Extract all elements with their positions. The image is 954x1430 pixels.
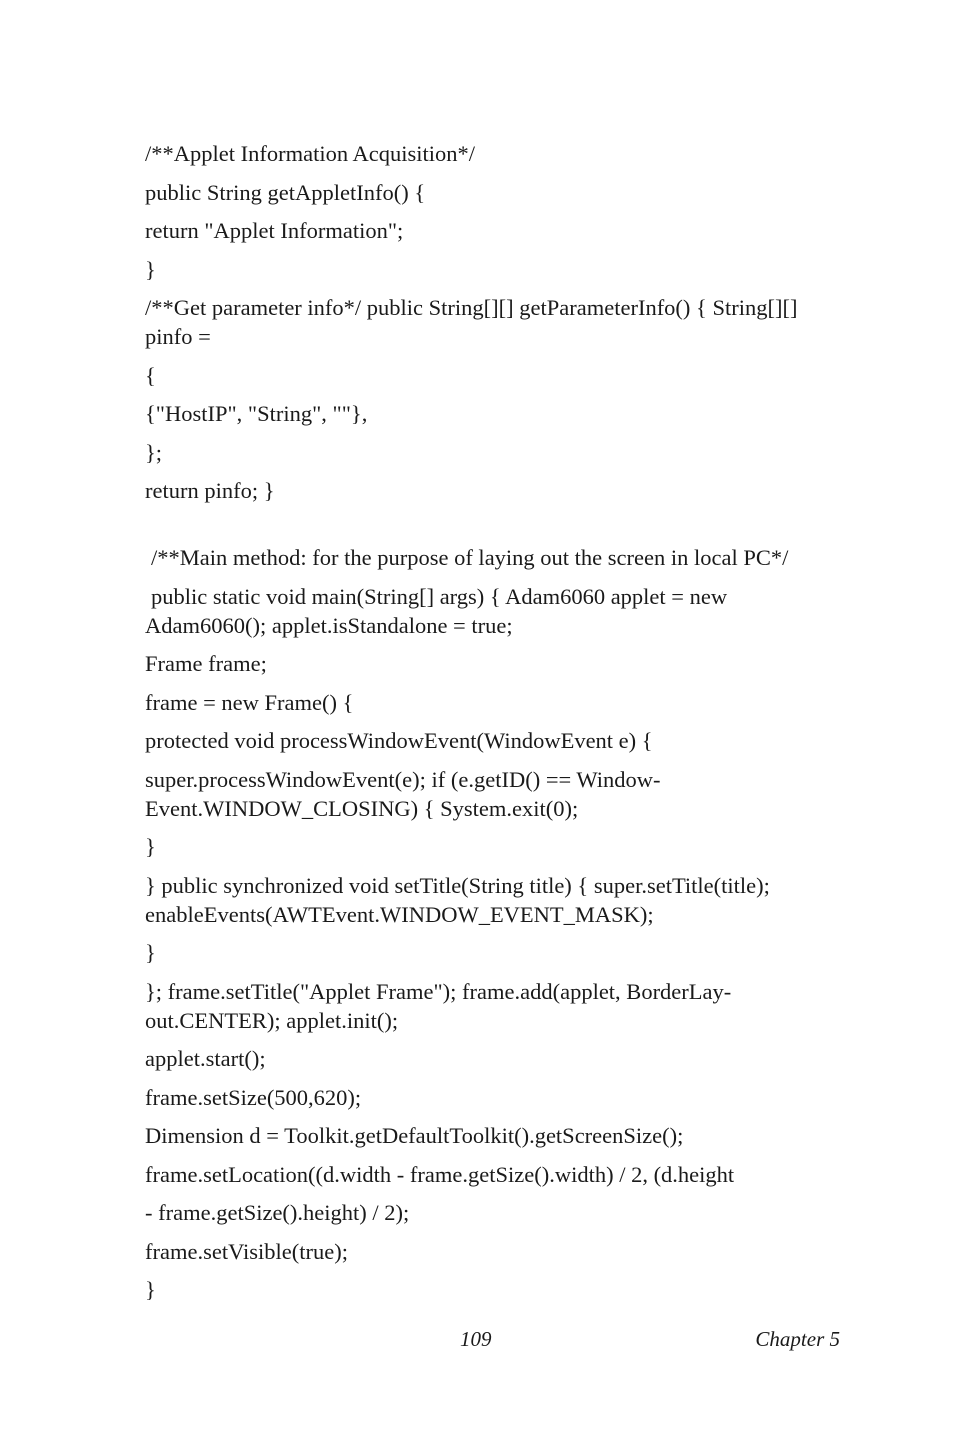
code-line: }: [145, 940, 156, 965]
code-line: /**Get parameter info*/ public String[][] getParameterInfo() { String[][] pinfo =: [145, 295, 804, 349]
code-line: - frame.getSize().height) / 2);: [145, 1200, 410, 1225]
code-line: super.processWindowEvent(e); if (e.getID() == Window-Event.WINDOW_CLOSING) { System.exit(0);: [145, 766, 661, 821]
code-line: frame.setLocation((d.width - frame.getSize().width) / 2, (d.height: [145, 1161, 735, 1187]
code-line: frame.setSize(500,620);: [145, 1084, 362, 1110]
code-line: frame = new Frame() {: [145, 689, 354, 715]
code-line: Frame frame;: [145, 651, 267, 676]
chapter-label: Chapter 5: [755, 1327, 840, 1351]
code-line: }: [145, 834, 156, 859]
code-line: /**Applet Information Acquisition*/: [145, 141, 475, 166]
code-line: {: [145, 362, 156, 388]
code-line: /**Main method: for the purpose of laying out the screen in local PC*/: [151, 545, 789, 570]
code-line: }: [145, 1277, 156, 1302]
code-line: };: [145, 439, 163, 465]
code-line: applet.start();: [145, 1046, 266, 1071]
code-line: {"HostIP", "String", ""},: [145, 401, 368, 426]
code-line: frame.setVisible(true);: [145, 1238, 348, 1264]
code-line: }: [145, 256, 156, 282]
code-line: public String getAppletInfo() {: [145, 179, 426, 205]
code-listing: [145, 139, 845, 1314]
code-line: } public synchronized void setTitle(String title) { super.setTitle(title); enableEvents(AWTEvent.WINDOW_EVENT_MASK);: [145, 872, 776, 927]
code-line: }; frame.setTitle("Applet Frame"); frame.add(applet, BorderLay-out.CENTER); applet.init();: [145, 978, 732, 1033]
code-line: return pinfo; }: [145, 478, 275, 503]
code-line: protected void processWindowEvent(WindowEvent e) {: [145, 728, 653, 753]
code-line: [145, 582, 845, 640]
code-line: return "Applet Information";: [145, 218, 404, 243]
page-number: 109: [460, 1327, 492, 1351]
code-line-text: public static void main(String[] args) { Adam6060 applet = new Adam6060(); applet.isStandalone = true;: [145, 583, 732, 638]
code-line: Dimension d = Toolkit.getDefaultToolkit().getScreenSize();: [145, 1123, 684, 1148]
